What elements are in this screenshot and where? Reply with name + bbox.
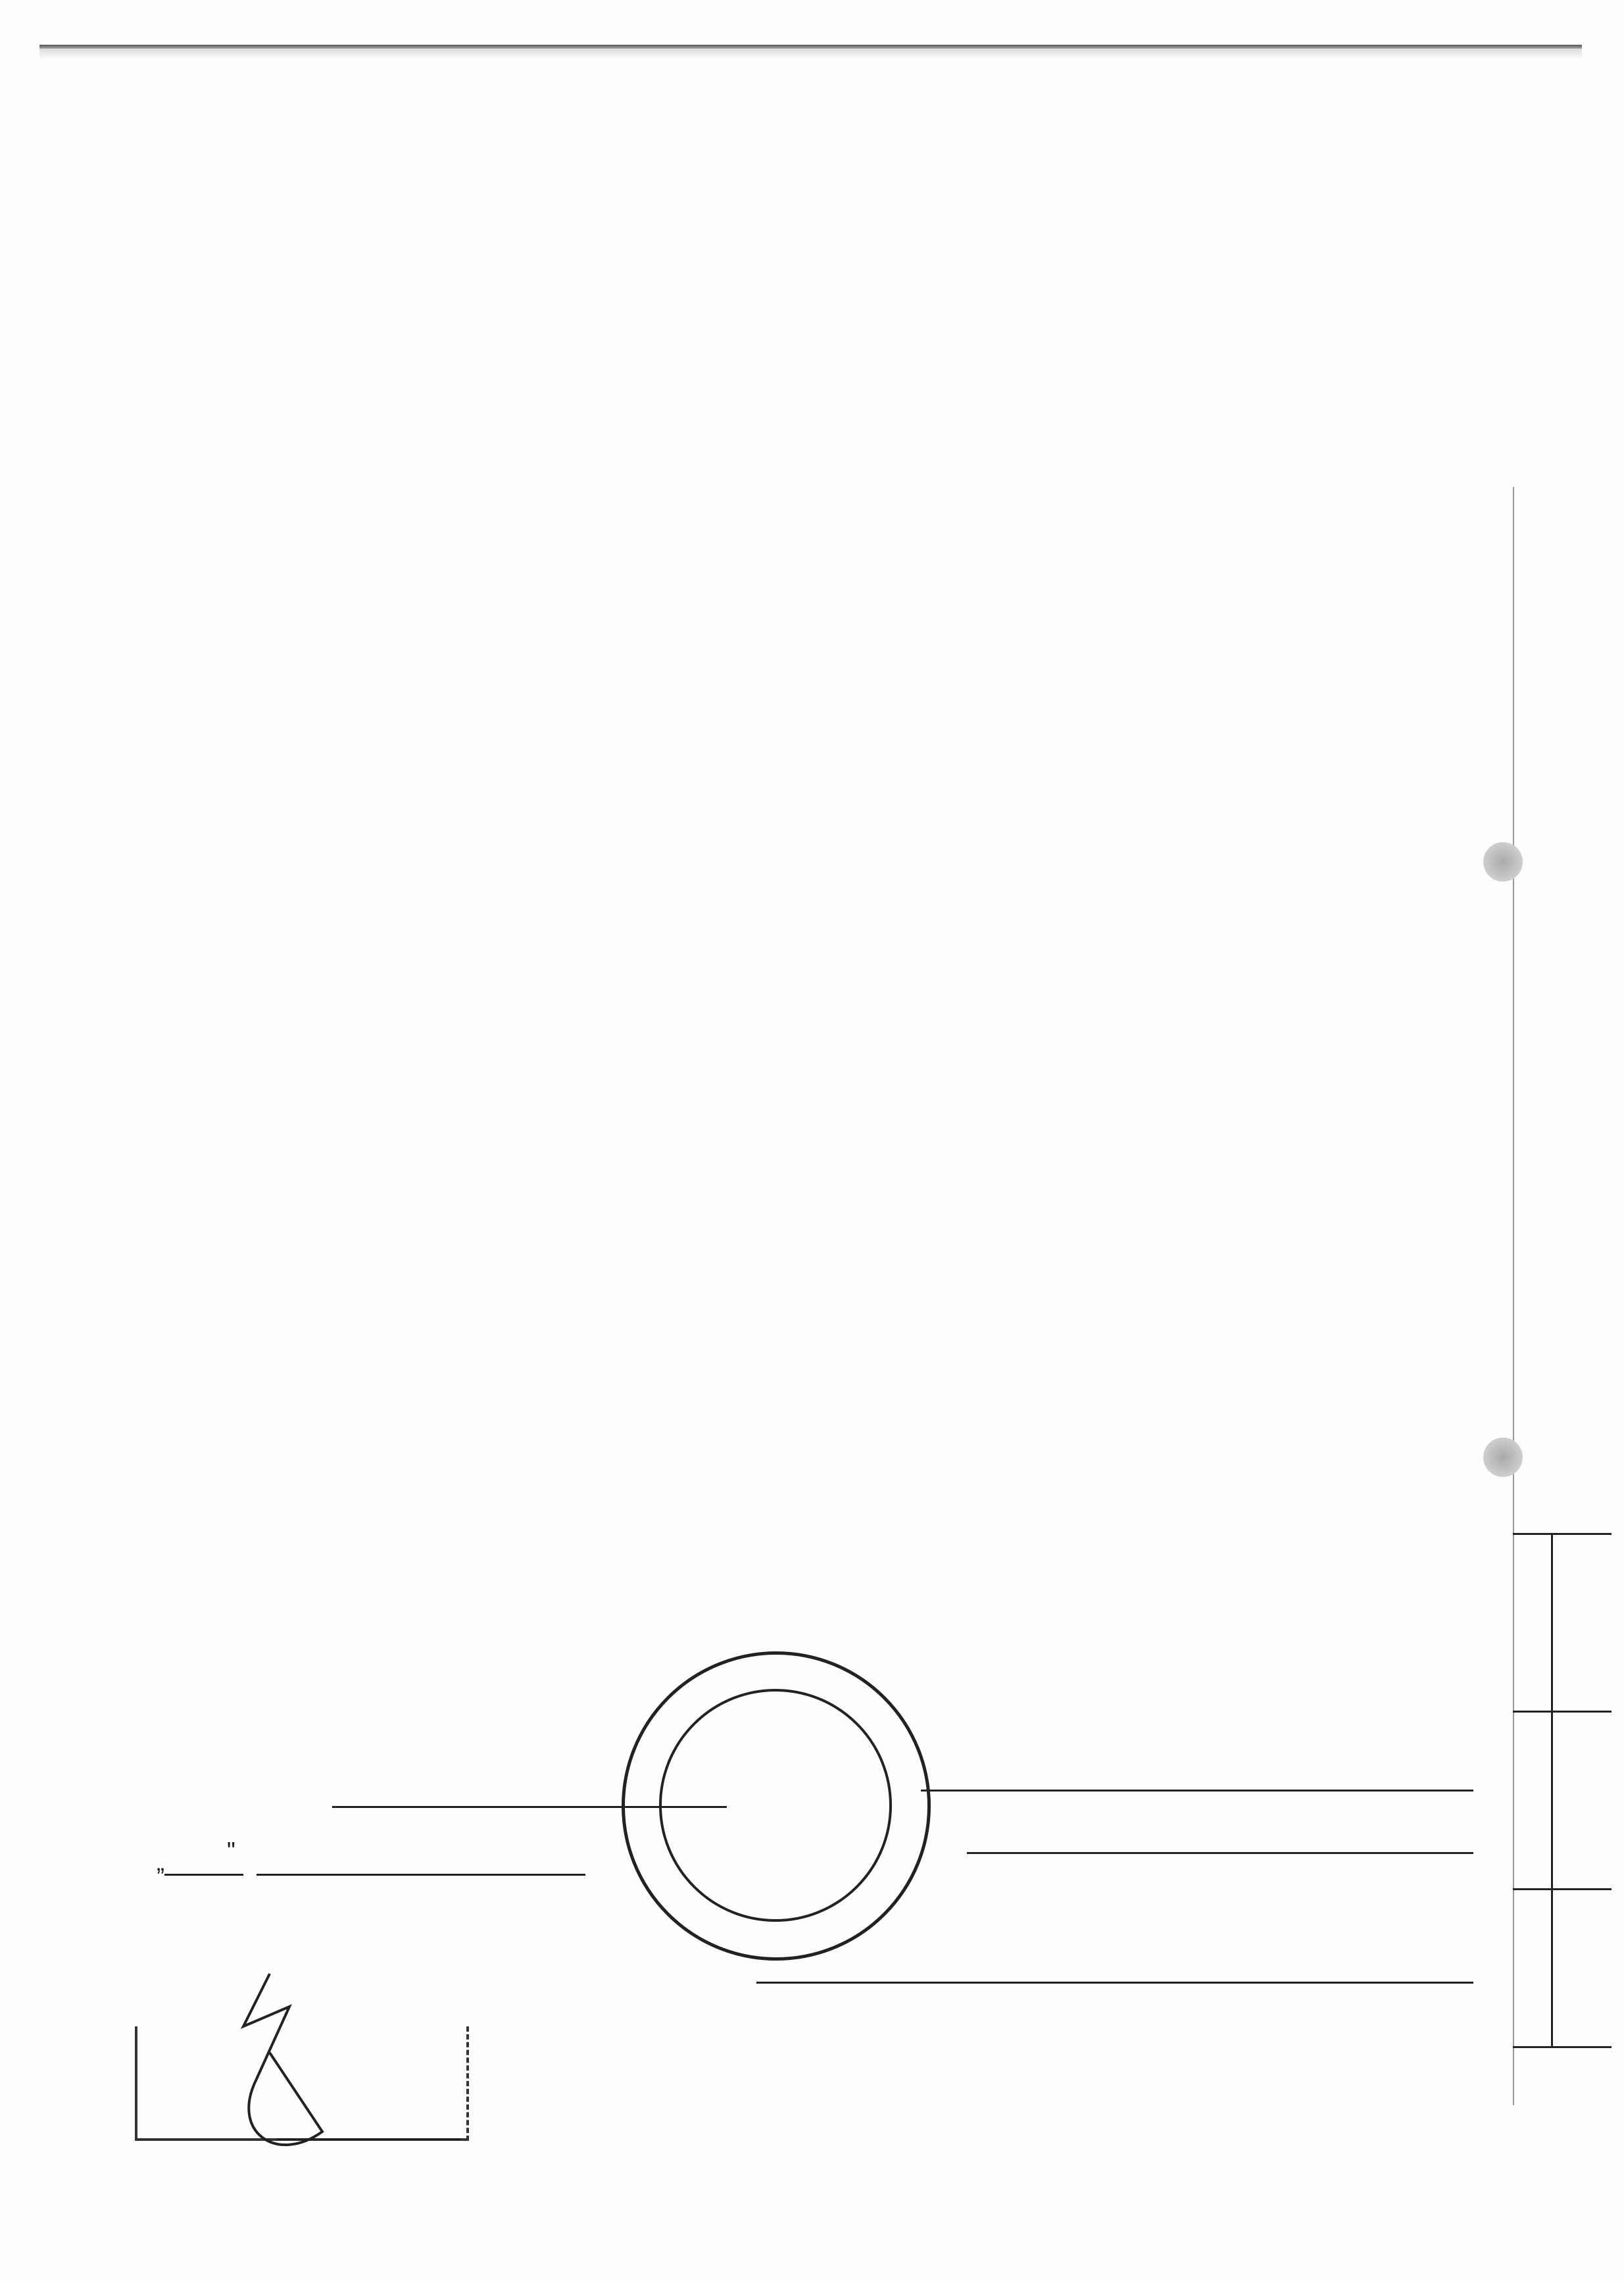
side-strip-rule-1 [1513,1533,1612,1535]
date-close-quote: " [227,1837,235,1864]
punch-hole-top [1483,842,1523,882]
stamp-inner-ring [659,1689,892,1922]
performed-line [921,1790,1473,1792]
side-cost-strip [1513,487,1612,2105]
copy-signature [217,1947,349,2171]
punch-hole-bottom [1483,1438,1523,1477]
date-day-line [164,1874,243,1876]
date-open-quote: „ [157,1849,164,1876]
date-month-line [257,1874,585,1876]
official-stamp [622,1651,931,1961]
side-strip-rule-2 [1513,1711,1612,1713]
side-strip-divider [1551,1533,1553,2046]
side-strip-left-border [1513,487,1514,2105]
checked-line [967,1852,1473,1854]
chief-line [756,1982,1473,1984]
side-strip-rule-3 [1513,1888,1612,1890]
side-strip-rule-4 [1513,2046,1612,2048]
